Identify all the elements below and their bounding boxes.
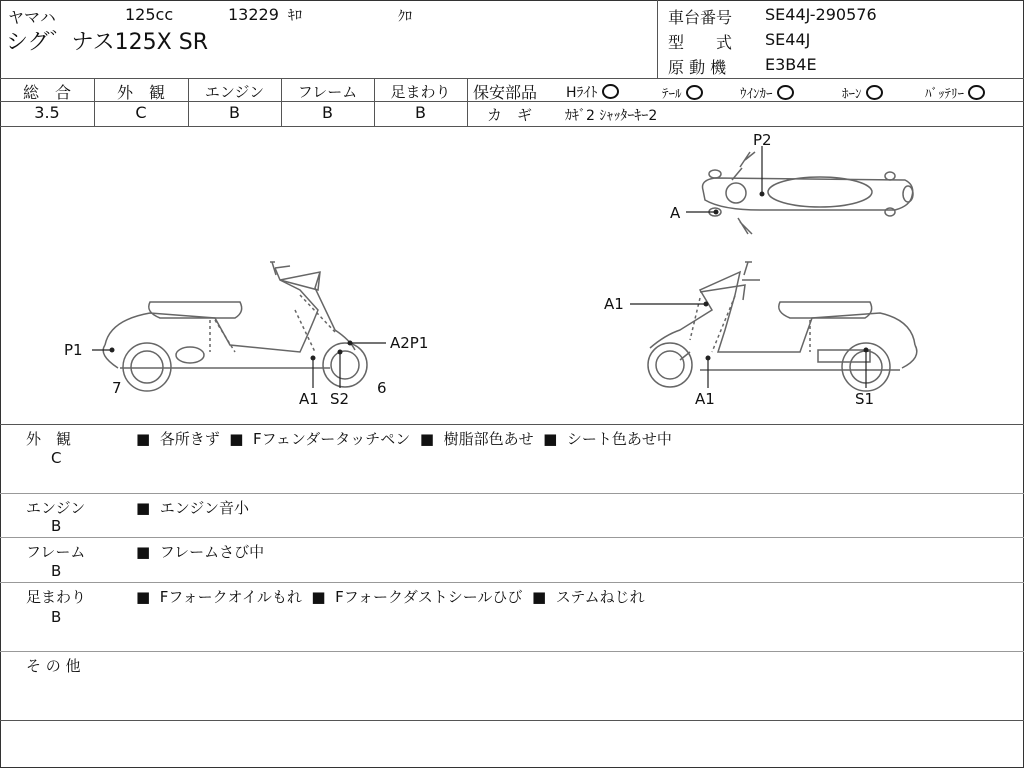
bullet-icon: ■ [419,430,435,448]
bullet-icon: ■ [136,499,151,517]
callout-a1-left: A1 [299,390,319,408]
callout-6: 6 [377,379,387,397]
callout-p1: P1 [64,341,83,359]
model-name: シグ゛ナス125X SR [6,30,208,55]
callout-s2: S2 [330,390,350,408]
bullet-icon: ■ [229,430,244,448]
safety-battery-label: ﾊﾞｯﾃﾘｰ [925,87,964,102]
key-value: ｶｷﾞ2 ｼｬｯﾀｰｷｰ2 [565,108,658,124]
top-view-scooter [703,152,914,234]
bullet-icon: ■ [311,588,326,606]
ok-circle-icon [777,85,794,100]
callout-p2: P2 [753,131,772,149]
ok-circle-icon [866,85,883,100]
note-engine-items [136,497,249,518]
note-item: エンジン音小 [159,499,249,517]
line-note-2 [0,537,1024,538]
safety-winker-label: ｳｲﾝｶｰ [740,87,773,102]
grade-exterior-label: 外 観 [116,83,165,102]
note-suspension-items [136,586,645,607]
mileage-value: 13229 [228,5,279,24]
ok-circle-icon [968,85,985,100]
note-suspension-grade: B [51,608,62,626]
callout-a1-right-lower: A1 [695,390,715,408]
right-side-scooter [648,262,917,391]
grade-divider-1 [94,78,95,126]
note-other-category: そ の 他 [26,657,81,675]
note-item: シート色あせ中 [566,430,672,448]
line-grade-mid-a [0,101,94,102]
safety-hlight [566,82,619,102]
note-item: Fフォークダストシールひび [335,588,523,606]
bullet-icon: ■ [136,543,151,561]
grade-divider-4 [374,78,375,126]
grade-suspension-label: 足まわり [390,83,451,101]
safety-hlight-label: Hﾗｲﾄ [566,85,598,101]
grade-exterior-value: C [135,103,147,122]
callout-a: A [670,204,681,222]
note-engine-grade: B [51,517,62,535]
displacement: 125cc [125,5,174,24]
note-item: Fフェンダータッチペン [253,430,411,448]
safety-tail-label: ﾃｰﾙ [662,87,682,102]
safety-winker [740,83,794,102]
mileage [228,5,302,25]
callout-dots [110,192,869,361]
note-frame-category: フレーム [26,543,86,561]
note-item: 樹脂部色あせ [443,430,534,448]
safety-tail [662,83,703,102]
line-note-3 [0,582,1024,583]
ok-circle-icon [686,85,703,100]
line-header-bottom [0,78,1024,79]
grade-suspension-value: B [415,103,426,122]
note-frame-grade: B [51,562,62,580]
line-note-5 [0,720,1024,721]
note-suspension-category: 足まわり [26,588,87,606]
callout-a1-right-upper: A1 [604,295,624,313]
safety-battery [925,83,985,102]
grade-divider-5 [467,78,468,126]
type-value: SE44J [765,30,811,49]
bullet-icon: ■ [136,430,151,448]
note-item: ステムねじれ [555,588,645,606]
grade-divider-2 [188,78,189,126]
bullet-icon: ■ [136,588,151,606]
line-note-1 [0,493,1024,494]
header-divider [657,0,658,78]
frame-no: SE44J-290576 [765,5,877,24]
color: ｸﾛ [398,9,412,25]
grade-engine-label: エンジン [204,83,265,101]
note-engine-category: エンジン [26,499,86,517]
engine-label: 原 動 機 [668,58,727,77]
note-frame-items [136,541,264,562]
maker: ヤマハ [8,8,56,27]
bullet-icon: ■ [543,430,558,448]
note-item: 各所きず [159,430,220,448]
engine-value: E3B4E [765,55,817,74]
grade-overall-label: 総 合 [22,83,71,102]
safety-horn-label: ﾎｰﾝ [842,87,862,102]
safety-parts [473,80,537,103]
line-note-4 [0,651,1024,652]
grade-overall-value: 3.5 [34,103,60,122]
ok-circle-icon [602,84,619,99]
grade-engine-value: B [229,103,240,122]
grade-frame-value: B [322,103,333,122]
bullet-icon: ■ [531,588,547,606]
safety-label: 保安部品 [473,83,538,102]
type-label: 型 式 [668,33,733,52]
scooter-diagrams [0,127,1024,424]
note-exterior-grade: C [51,449,62,467]
grade-frame-label: フレーム [297,83,358,101]
note-exterior-category: 外 観 [26,430,72,448]
left-side-scooter [103,262,367,391]
key-label: カ ギ [487,106,533,124]
note-item: Fフォークオイルもれ [159,588,302,606]
note-item: フレームさび中 [159,543,265,561]
grade-divider-3 [281,78,282,126]
callout-a2p1: A2P1 [390,334,429,352]
line-notes-top [0,424,1024,425]
mileage-unit: ｷﾛ [288,8,302,24]
safety-horn [842,83,883,102]
note-exterior-items [136,428,672,449]
callout-7: 7 [112,379,122,397]
frame-no-label: 車台番号 [668,8,733,27]
callout-s1: S1 [855,390,875,408]
